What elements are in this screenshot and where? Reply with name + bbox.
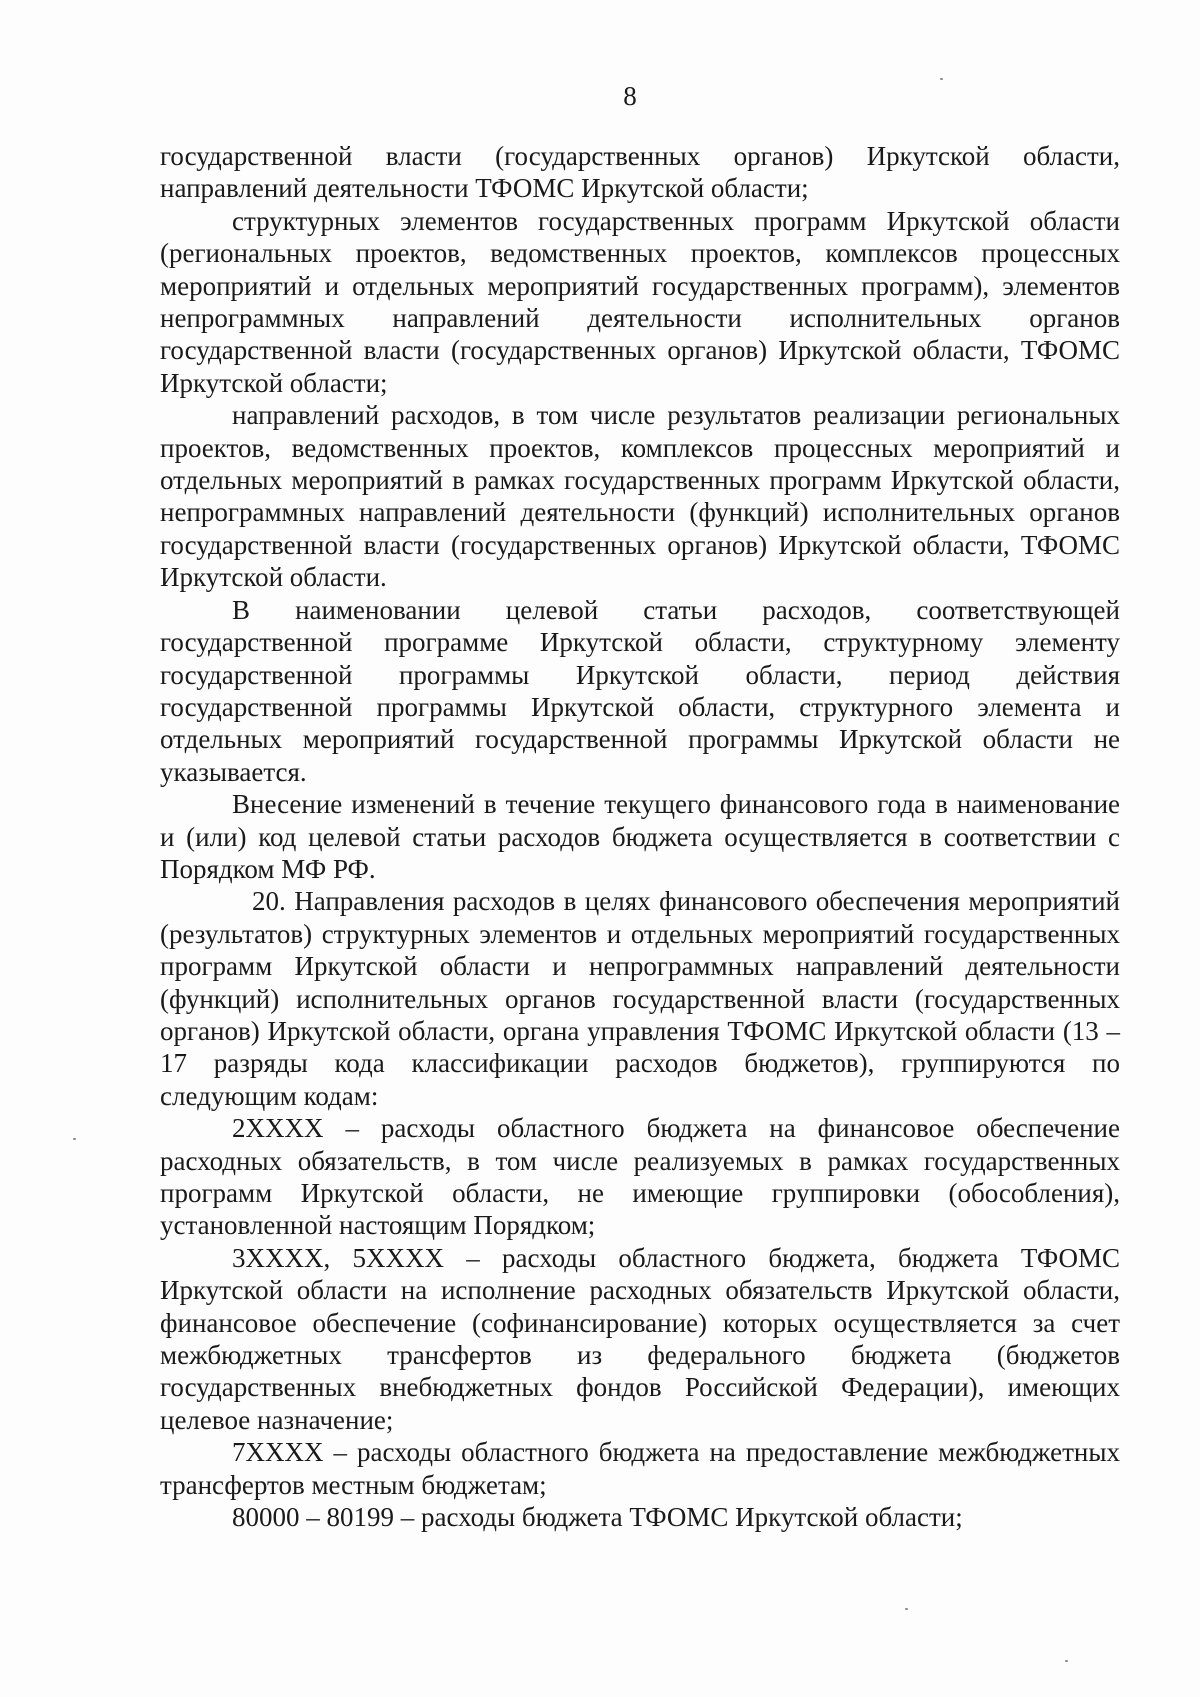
document-body xyxy=(160,140,1120,1533)
paragraph-expense-directions: направлений расходов, в том числе результатов реализации региональных проектов, ведомственных проектов, комплексов процессных мероприятий и отдельных мероприятий в рамках государственных программ Иркутской области, непрограммных направлений деятельности (функций) исполнительных органов государственной власти (государственных органов) Иркутской области, ТФОМС Иркутской области. xyxy=(160,400,1120,593)
scan-speck xyxy=(1065,1660,1068,1662)
paragraph-section-20: 20. Направления расходов в целях финансового обеспечения мероприятий (результатов) структурных элементов и отдельных мероприятий государственных программ Иркутской области и непрограммных направлений деятельности (функций) исполнительных органов государственной власти (государственных органов) Иркутской области, органа управления ТФОМС Иркутской области (13 – 17 разряды кода классификации расходов бюджетов), группируются по следующим кодам: xyxy=(160,886,1120,1111)
paragraph-code-2xxxx: 2XXXX – расходы областного бюджета на финансовое обеспечение расходных обязательств, в том числе реализуемых в рамках государственных программ Иркутской области, не имеющие группировки (обособления), установленной настоящим Порядком; xyxy=(160,1113,1120,1241)
paragraph-code-7xxxx: 7XXXX – расходы областного бюджета на предоставление межбюджетных трансфертов местным бюджетам; xyxy=(160,1437,1120,1500)
scan-speck xyxy=(940,78,943,80)
paragraph-structural-elements: структурных элементов государственных программ Иркутской области (региональных проектов, ведомственных проектов, комплексов процессных мероприятий и отдельных мероприятий государственных программ), элементов непрограммных направлений деятельности исполнительных органов государственной власти (государственных органов) Иркутской области, ТФОМС Иркутской области; xyxy=(160,205,1120,398)
paragraph-target-item-name: В наименовании целевой статьи расходов, соответствующей государственной программе Иркутской области, структурному элементу государственной программы Иркутской области, период действия государственной программы Иркутской области, структурного элемента и отдельных мероприятий государственной программы Иркутской области не указывается. xyxy=(160,594,1120,787)
page-number: 8 xyxy=(623,81,637,111)
paragraph-continuation: государственной власти (государственных органов) Иркутской области, направлений деятельности ТФОМС Иркутской области; xyxy=(160,141,1120,204)
paragraph-changes: Внесение изменений в течение текущего финансового года в наименование и (или) код целевой статьи расходов бюджета осуществляется в соответствии с Порядком МФ РФ. xyxy=(160,789,1120,884)
scan-speck xyxy=(905,1608,908,1610)
paragraph-code-3xxxx-5xxxx: 3XXXX, 5XXXX – расходы областного бюджета, бюджета ТФОМС Иркутской области на исполнение расходных обязательств Иркутской области, финансовое обеспечение (софинансирование) которых осуществляется за счет межбюджетных трансфертов из федерального бюджета (бюджетов государственных внебюджетных фондов Российской Федерации), имеющих целевое назначение; xyxy=(160,1242,1120,1435)
scan-speck xyxy=(73,1138,76,1140)
paragraph-code-80000-80199: 80000 – 80199 – расходы бюджета ТФОМС Иркутской области; xyxy=(232,1502,963,1533)
